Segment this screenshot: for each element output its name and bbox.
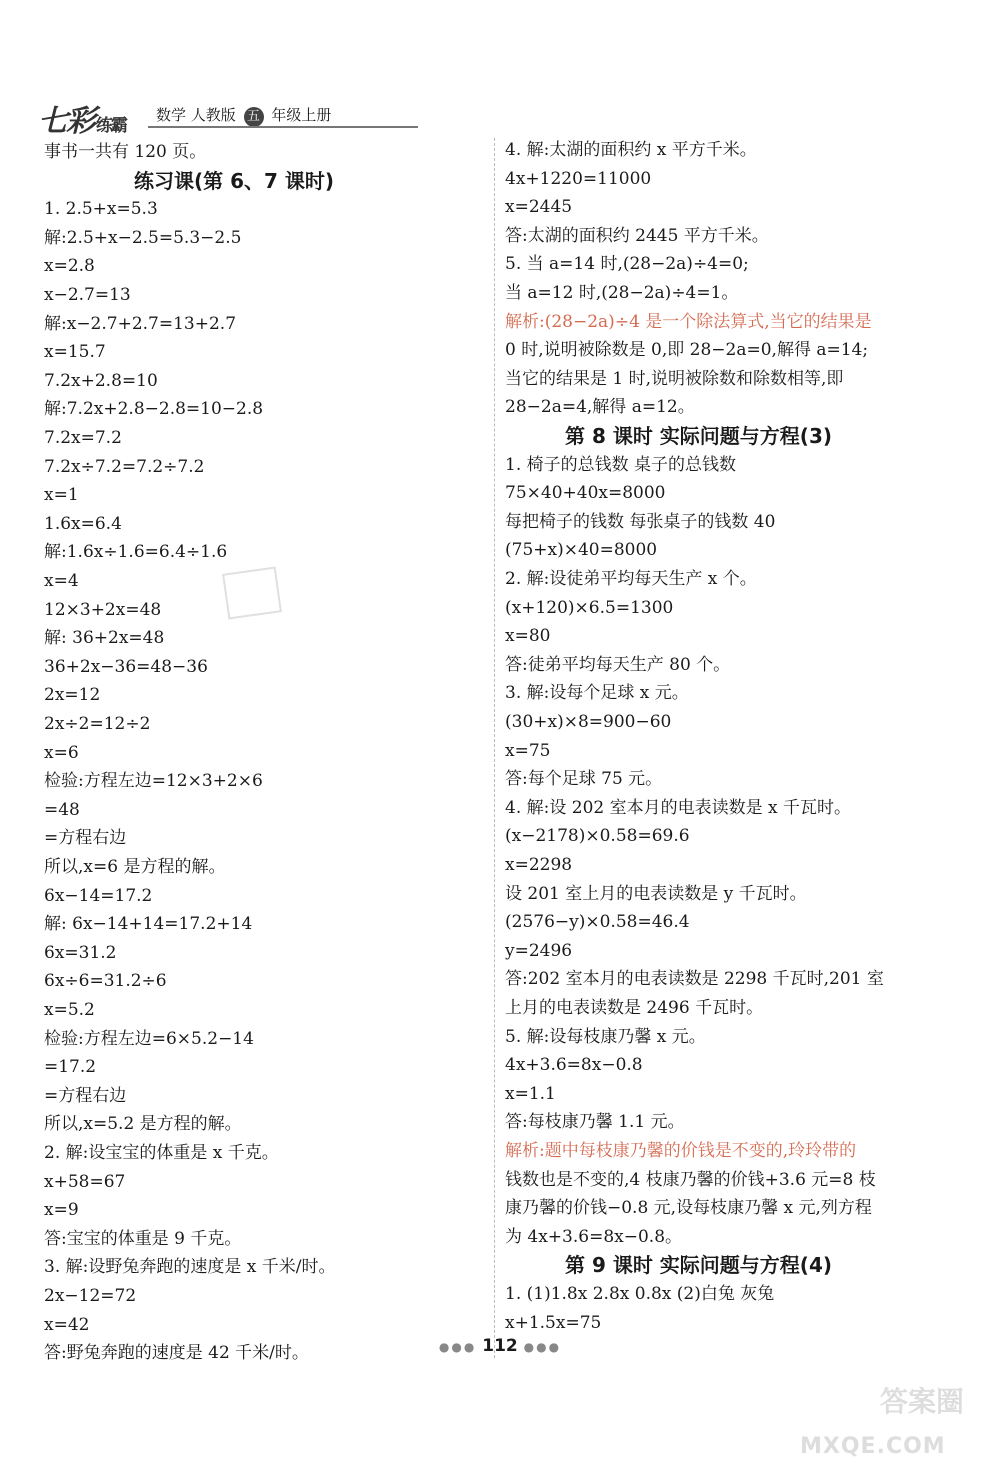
header-subject: 数学 人教版 五 年级上册	[156, 104, 331, 127]
left-line: 检验:方程左边=12×3+2×6	[44, 771, 263, 792]
right-line: 2. 解:设徒弟平均每天生产 x 个。	[505, 569, 757, 589]
right-line: 解析:题中每枝康乃馨的价钱是不变的,玲玲带的	[505, 1141, 857, 1161]
left-line: 36+2x−36=48−36	[44, 656, 208, 677]
right-line: 答:202 室本月的电表读数是 2298 千瓦时,201 室	[505, 969, 884, 990]
left-line: 解:1.6x÷1.6=6.4÷1.6	[44, 542, 228, 563]
right-line: x=1.1	[505, 1083, 556, 1104]
right-line: (30+x)×8=900−60	[505, 712, 672, 732]
right-line: 5. 当 a=14 时,(28−2a)÷4=0;	[505, 254, 749, 275]
left-line: =方程右边	[44, 1085, 127, 1106]
page-header	[38, 78, 388, 139]
left-line: x−2.7=13	[44, 285, 131, 305]
watermark-logo: 答案圈	[880, 1385, 965, 1418]
right-line: x=80	[505, 626, 551, 647]
left-line: 2x=12	[44, 685, 101, 706]
left-line: 6x−14=17.2	[44, 885, 153, 906]
section-heading: 第 8 课时 实际问题与方程(3)	[565, 424, 833, 448]
right-line: 1. 椅子的总钱数 桌子的总钱数	[505, 454, 737, 475]
left-line: x+58=67	[44, 1171, 126, 1192]
right-line: 4x+3.6=8x−0.8	[505, 1055, 643, 1076]
header-rule	[148, 126, 418, 128]
left-line: 答:宝宝的体重是 9 千克。	[44, 1228, 242, 1249]
left-line: 7.2x÷7.2=7.2÷7.2	[44, 456, 205, 477]
left-line: x=5.2	[44, 1000, 95, 1020]
right-line: y=2496	[505, 940, 573, 961]
right-line: 4x+1220=11000	[505, 168, 652, 189]
left-line: x=15.7	[44, 342, 106, 363]
left-line: 3. 解:设野兔奔跑的速度是 x 千米/时。	[44, 1257, 336, 1278]
right-line: 为 4x+3.6=8x−0.8。	[505, 1226, 683, 1247]
right-line: 每把椅子的钱数 每张桌子的钱数 40	[505, 511, 776, 532]
right-line: 答:每个足球 75 元。	[505, 769, 663, 790]
grade-badge: 五	[244, 107, 264, 127]
left-line: 12×3+2x=48	[44, 599, 162, 620]
left-line: 7.2x=7.2	[44, 428, 122, 448]
right-line: 0 时,说明被除数是 0,即 28−2a=0,解得 a=14;	[505, 340, 869, 361]
left-line: 所以,x=6 是方程的解。	[44, 857, 226, 877]
right-line: 3. 解:设每个足球 x 元。	[505, 683, 689, 704]
right-line: 答:徒弟平均每天生产 80 个。	[505, 654, 731, 675]
brand-logo: 七彩 练霸	[38, 104, 126, 139]
right-line: 当 a=12 时,(28−2a)÷4=1。	[505, 283, 739, 303]
left-line: 2x−12=72	[44, 1286, 137, 1306]
right-line: 75×40+40x=8000	[505, 483, 666, 504]
footer-dots-right: ●●●	[523, 1340, 562, 1354]
right-line: 28−2a=4,解得 a=12。	[505, 397, 695, 418]
right-line: 钱数也是不变的,4 枝康乃馨的价钱+3.6 元=8 枝	[505, 1169, 876, 1190]
right-line: 设 201 室上月的电表读数是 y 千瓦时。	[505, 883, 807, 904]
right-line: x+1.5x=75	[505, 1312, 602, 1333]
right-line: 答:太湖的面积约 2445 平方千米。	[505, 225, 769, 246]
left-line: x=6	[44, 742, 79, 763]
left-line: 解: 36+2x=48	[44, 628, 165, 649]
footer-dots-left: ●●●	[438, 1340, 477, 1354]
right-line: x=2298	[505, 855, 573, 875]
left-line: 检验:方程左边=6×5.2−14	[44, 1028, 254, 1049]
right-line: x=75	[505, 740, 551, 761]
right-line: 解析:(28−2a)÷4 是一个除法算式,当它的结果是	[505, 311, 872, 332]
left-line: =17.2	[44, 1057, 97, 1078]
left-line: 事书一共有 120 页。	[44, 142, 207, 162]
left-line: x=2.8	[44, 256, 95, 277]
watermark-url: MXQE.COM	[800, 1434, 946, 1459]
left-line: =48	[44, 799, 80, 820]
right-line: 上月的电表读数是 2496 千瓦时。	[505, 998, 764, 1018]
left-line: =方程右边	[44, 828, 127, 849]
page-number: 112	[482, 1336, 518, 1356]
left-line: 2x÷2=12÷2	[44, 714, 151, 734]
right-line: (75+x)×40=8000	[505, 540, 658, 561]
right-line: x=2445	[505, 197, 573, 218]
column-divider	[494, 138, 496, 1358]
left-line: 7.2x+2.8=10	[44, 370, 158, 391]
right-line: 5. 解:设每枝康乃馨 x 元。	[505, 1026, 706, 1047]
section-heading: 练习课(第 6、7 课时)	[134, 168, 335, 193]
section-heading: 第 9 课时 实际问题与方程(4)	[565, 1253, 833, 1278]
right-line: (x+120)×6.5=1300	[505, 597, 674, 618]
right-line: 4. 解:太湖的面积约 x 平方千米。	[505, 140, 757, 160]
page-footer	[0, 1336, 1000, 1356]
left-line: 解:x−2.7+2.7=13+2.7	[44, 313, 237, 334]
left-line: 6x=31.2	[44, 942, 117, 963]
right-line: 答:每枝康乃馨 1.1 元。	[505, 1112, 685, 1133]
left-line: x=42	[44, 1314, 90, 1335]
left-line: 6x÷6=31.2÷6	[44, 971, 167, 992]
right-line: (2576−y)×0.58=46.4	[505, 912, 690, 933]
left-line: x=4	[44, 571, 79, 591]
right-line: 康乃馨的价钱−0.8 元,设每枝康乃馨 x 元,列方程	[505, 1198, 872, 1219]
left-line: 解:7.2x+2.8−2.8=10−2.8	[44, 399, 264, 420]
right-line: 4. 解:设 202 室本月的电表读数是 x 千瓦时。	[505, 797, 852, 818]
right-line: 1. (1)1.8x 2.8x 0.8x (2)白兔 灰兔	[505, 1284, 775, 1304]
left-line: 1. 2.5+x=5.3	[44, 199, 158, 220]
left-line: 解: 6x−14+14=17.2+14	[44, 914, 253, 935]
left-line: 答:野兔奔跑的速度是 42 千米/时。	[44, 1343, 309, 1364]
left-line: 2. 解:设宝宝的体重是 x 千克。	[44, 1143, 279, 1163]
right-line: 当它的结果是 1 时,说明被除数和除数相等,即	[505, 368, 844, 389]
left-line: 1.6x=6.4	[44, 513, 122, 534]
left-line: 所以,x=5.2 是方程的解。	[44, 1114, 242, 1135]
left-line: x=9	[44, 1200, 79, 1221]
stamp-mark	[222, 566, 282, 619]
left-line: x=1	[44, 485, 79, 506]
left-line: 解:2.5+x−2.5=5.3−2.5	[44, 227, 242, 248]
right-line: (x−2178)×0.58=69.6	[505, 826, 690, 847]
